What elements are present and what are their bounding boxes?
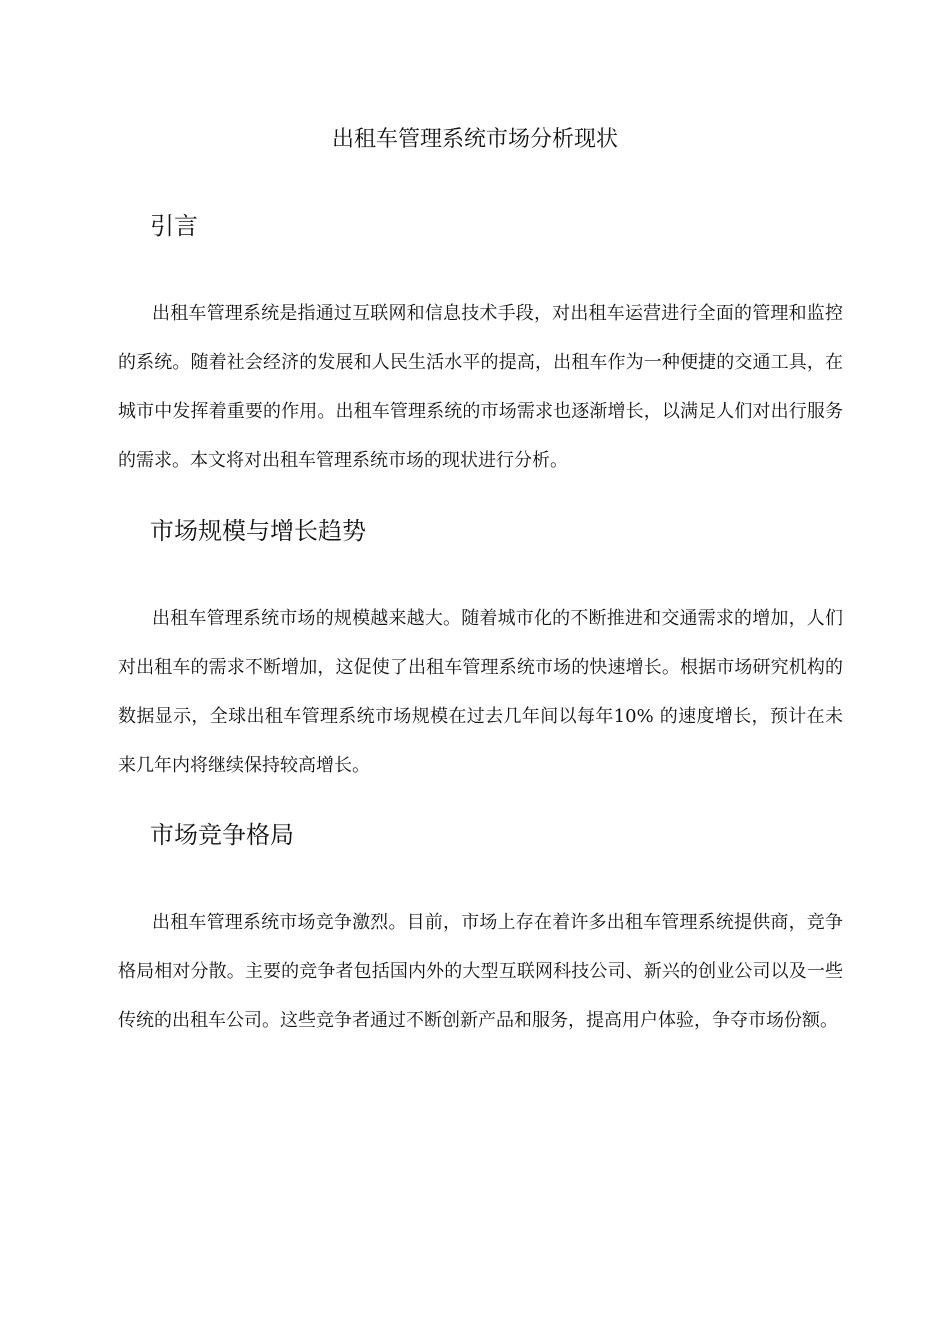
section-body-market-size: 出租车管理系统市场的规模越来越大。随着城市化的不断推进和交通需求的增加，人们对出租车的需求不断增加，这促使了出租车管理系统市场的快速增长。根据市场研究机构的数据显示，全球出租车管理系统市场规模在过去几年间以每年10% 的速度增长，预计在未来几年内将继续保持较高增长。: [118, 608, 843, 776]
section-heading-introduction: 引言: [150, 212, 198, 240]
document-title: 出租车管理系统市场分析现状: [331, 127, 618, 152]
section-body-introduction: 出租车管理系统是指通过互联网和信息技术手段，对出租车运营进行全面的管理和监控的系统。随着社会经济的发展和人民生活水平的提高，出租车作为一种便捷的交通工具，在城市中发挥着重要的作用。出租车管理系统的市场需求也逐渐增长，以满足人们对出行服务的需求。本文将对出租车管理系统市场的现状进行分析。: [118, 303, 843, 471]
section-heading-market-size: 市场规模与增长趋势: [150, 517, 366, 545]
section-heading-competition: 市场竞争格局: [150, 821, 294, 849]
section-body-competition: 出租车管理系统市场竞争激烈。目前，市场上存在着许多出租车管理系统提供商，竞争格局相对分散。主要的竞争者包括国内外的大型互联网科技公司、新兴的创业公司以及一些传统的出租车公司。这些竞争者通过不断创新产品和服务，提高用户体验，争夺市场份额。: [118, 912, 843, 1031]
